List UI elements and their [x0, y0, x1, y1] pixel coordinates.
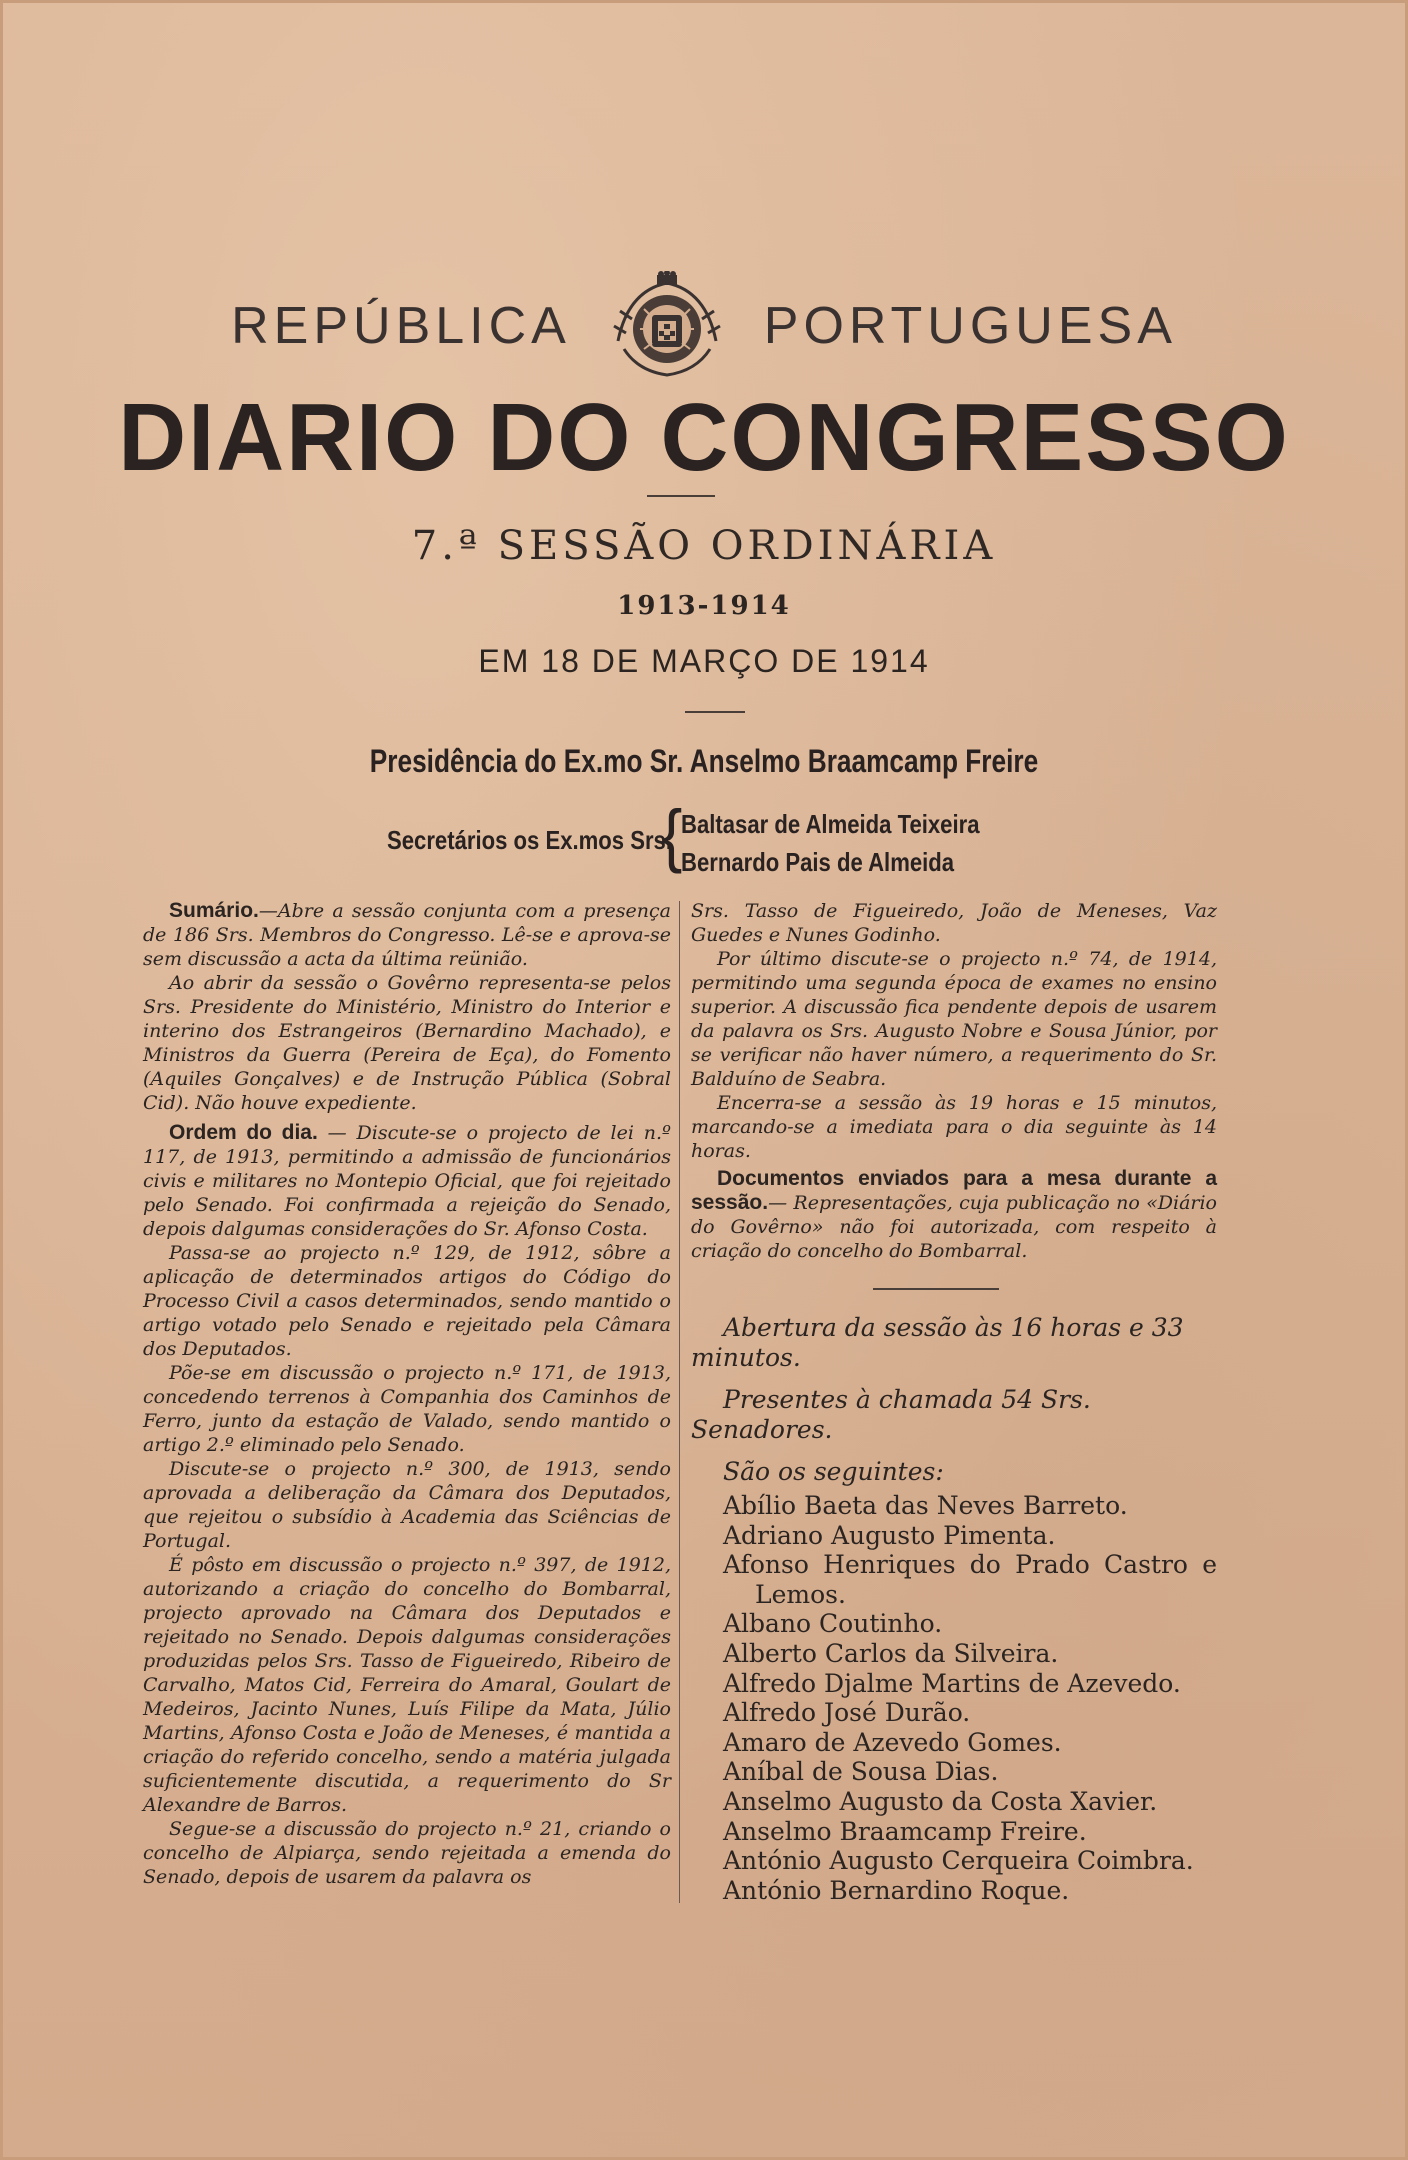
newspaper-title: DIARIO DO CONGRESSO — [118, 384, 1290, 491]
summary-paragraph: Por último discute-se o projecto n.º 74, de 1914, permitindo uma segunda época de exames no ensino superior. A discussão fica pendente depois de usarem da palavra os Srs. Augusto Nobre e Sousa Júnior, por se verificar não haver número, a requerimento do Sr. Balduíno de Seabra. — [691, 948, 1217, 1090]
summary-paragraph: Sumário.—Abre a sessão conjunta com a presença de 186 Srs. Membros do Congresso. Lê-se e aprova-se sem discussão a acta da última reünião. — [143, 899, 671, 970]
senator-name: Abílio Baeta das Neves Barreto. — [723, 1491, 1128, 1520]
secretaries-names — [681, 805, 979, 881]
senator-name: Anselmo Braamcamp Freire. — [723, 1816, 1087, 1846]
secretaries-label: Secretários os Ex.mos Srs. — [387, 825, 673, 855]
summary-continuation-column — [691, 899, 1217, 1263]
secretary-name: Bernardo Pais de Almeida — [681, 847, 955, 877]
divider — [647, 495, 715, 497]
senator-name: Adriano Augusto Pimenta. — [723, 1520, 1056, 1550]
senator-name: Alfredo Djalme Martins de Azevedo. — [723, 1668, 1181, 1698]
list-intro: São os seguintes: — [723, 1457, 944, 1486]
secretary-name: Baltasar de Almeida Teixeira — [681, 809, 980, 839]
senator-name: Aníbal de Sousa Dias. — [723, 1757, 999, 1787]
summary-column — [143, 899, 671, 1889]
order-paragraph: Põe-se em discussão o projecto n.º 171, de 1913, concedendo terrenos à Companhia dos Caminhos de Ferro, junto da estação de Valado, sendo mantido o artigo 2.º eliminado pelo Senado. — [143, 1362, 671, 1456]
presidency-line: Presidência do Ex.mo Sr. Anselmo Braamcamp Freire — [369, 743, 1039, 779]
opening-line: Abertura da sessão às 16 horas e 33 minutos. — [691, 1313, 1184, 1372]
opening-section — [691, 1313, 1217, 1499]
summary-paragraph: Encerra-se a sessão às 19 horas e 15 minutos, marcando-se a imediata para o dia seguinte às 14 horas. — [691, 1092, 1217, 1162]
senator-name: Alberto Carlos da Silveira. — [723, 1638, 1059, 1668]
summary-paragraph: Ao abrir da sessão o Govêrno representa-se pelos Srs. Presidente do Ministério, Ministro do Interior e interino dos Estrangeiros (Bernardino Machado), e Ministros da Guerra (Pereira de Eça), do Fomento (Aquiles Gonçalves) e de Instrução Pública (Sobral Cid). Não houve expediente. — [143, 972, 671, 1114]
republic-word: REPÚBLICA — [231, 297, 571, 355]
divider — [873, 1288, 999, 1290]
senator-name: António Bernardino Roque. — [723, 1875, 1070, 1905]
summary-paragraph: Srs. Tasso de Figueiredo, João de Meneses, Vaz Guedes e Nunes Godinho. — [691, 900, 1217, 946]
secretaries-block — [383, 795, 1083, 883]
portuguese-word: PORTUGUESA — [763, 297, 1177, 355]
order-paragraph: Discute-se o projecto n.º 300, de 1913, sendo aprovada a deliberação da Câmara dos Deputados, que rejeitou o subsídio à Academia das Sciências de Portugal. — [143, 1458, 671, 1552]
senator-name: Alfredo José Durão. — [723, 1698, 971, 1728]
order-paragraph: Passa-se ao projecto n.º 129, de 1912, sôbre a aplicação de determinados artigos do Código do Processo Civil a casos determinados, sendo mantido o artigo votado pelo Senado e rejeitado pela Câmara dos Deputados. — [143, 1242, 671, 1360]
senator-name: Anselmo Augusto da Costa Xavier. — [723, 1786, 1158, 1816]
coat-of-arms-icon — [608, 271, 726, 381]
summary-lead: Sumário. — [169, 899, 259, 922]
senator-name: Afonso Henriques do Prado Castro e Lemos. — [723, 1550, 1217, 1609]
divider — [685, 711, 745, 713]
brace: { — [661, 795, 683, 875]
session-date: EM 18 DE MARÇO DE 1914 — [478, 643, 930, 679]
senator-name: Albano Coutinho. — [723, 1609, 943, 1639]
order-paragraph: Segue-se a discussão do projecto n.º 21, criando o concelho de Alpiarça, sendo rejeitada a emenda do Senado, depois de usarem da palavra os — [143, 1818, 671, 1888]
order-lead: Ordem do dia. — [169, 1121, 318, 1144]
senator-name: Amaro de Azevedo Gomes. — [723, 1727, 1062, 1757]
republic-header — [3, 271, 1405, 381]
session-heading: 7.ª SESSÃO ORDINÁRIA — [411, 523, 997, 569]
senator-name: António Augusto Cerqueira Coimbra. — [723, 1846, 1194, 1876]
documents-lead: Documentos enviados para a mesa durante a sessão. — [691, 1167, 1217, 1214]
senators-list — [691, 1491, 1217, 1905]
order-paragraph: É pôsto em discussão o projecto n.º 397, de 1912, autorizando a criação do concelho do Bombarral, projecto aprovado na Câmara dos Deputados e rejeitado no Senado. Depois dalgumas considerações produzidas pelos Srs. Tasso de Figueiredo, Ribeiro de Carvalho, Matos Cid, Ferreira do Amaral, Goulart de Medeiros, Jacinto Nunes, Luís Filipe da Mata, Júlio Martins, Afonso Costa e João de Meneses, é mantida a criação do referido concelho, sendo a matéria julgada suficientemente discutida, a requerimento do Sr Alexandre de Barros. — [143, 1554, 671, 1816]
column-divider — [679, 901, 680, 1903]
order-paragraph: Ordem do dia. — Discute-se o projecto de lei n.º 117, de 1913, permitindo a admissão de funcionários civis e militares no Montepio Oficial, que foi rejeitado pelo Senado. Foi confirmada a rejeição do Senado, depois dalgumas considerações do Sr. Afonso Costa. — [143, 1121, 671, 1240]
attendance-line: Presentes à chamada 54 Srs. Senadores. — [691, 1385, 1091, 1444]
documents-paragraph: Documentos enviados para a mesa durante a sessão.— Representações, cuja publicação no «Diário do Govêrno» não foi autorizada, com respeito à criação do concelho do Bombarral. — [691, 1167, 1217, 1262]
session-years: 1913-1914 — [617, 591, 791, 621]
